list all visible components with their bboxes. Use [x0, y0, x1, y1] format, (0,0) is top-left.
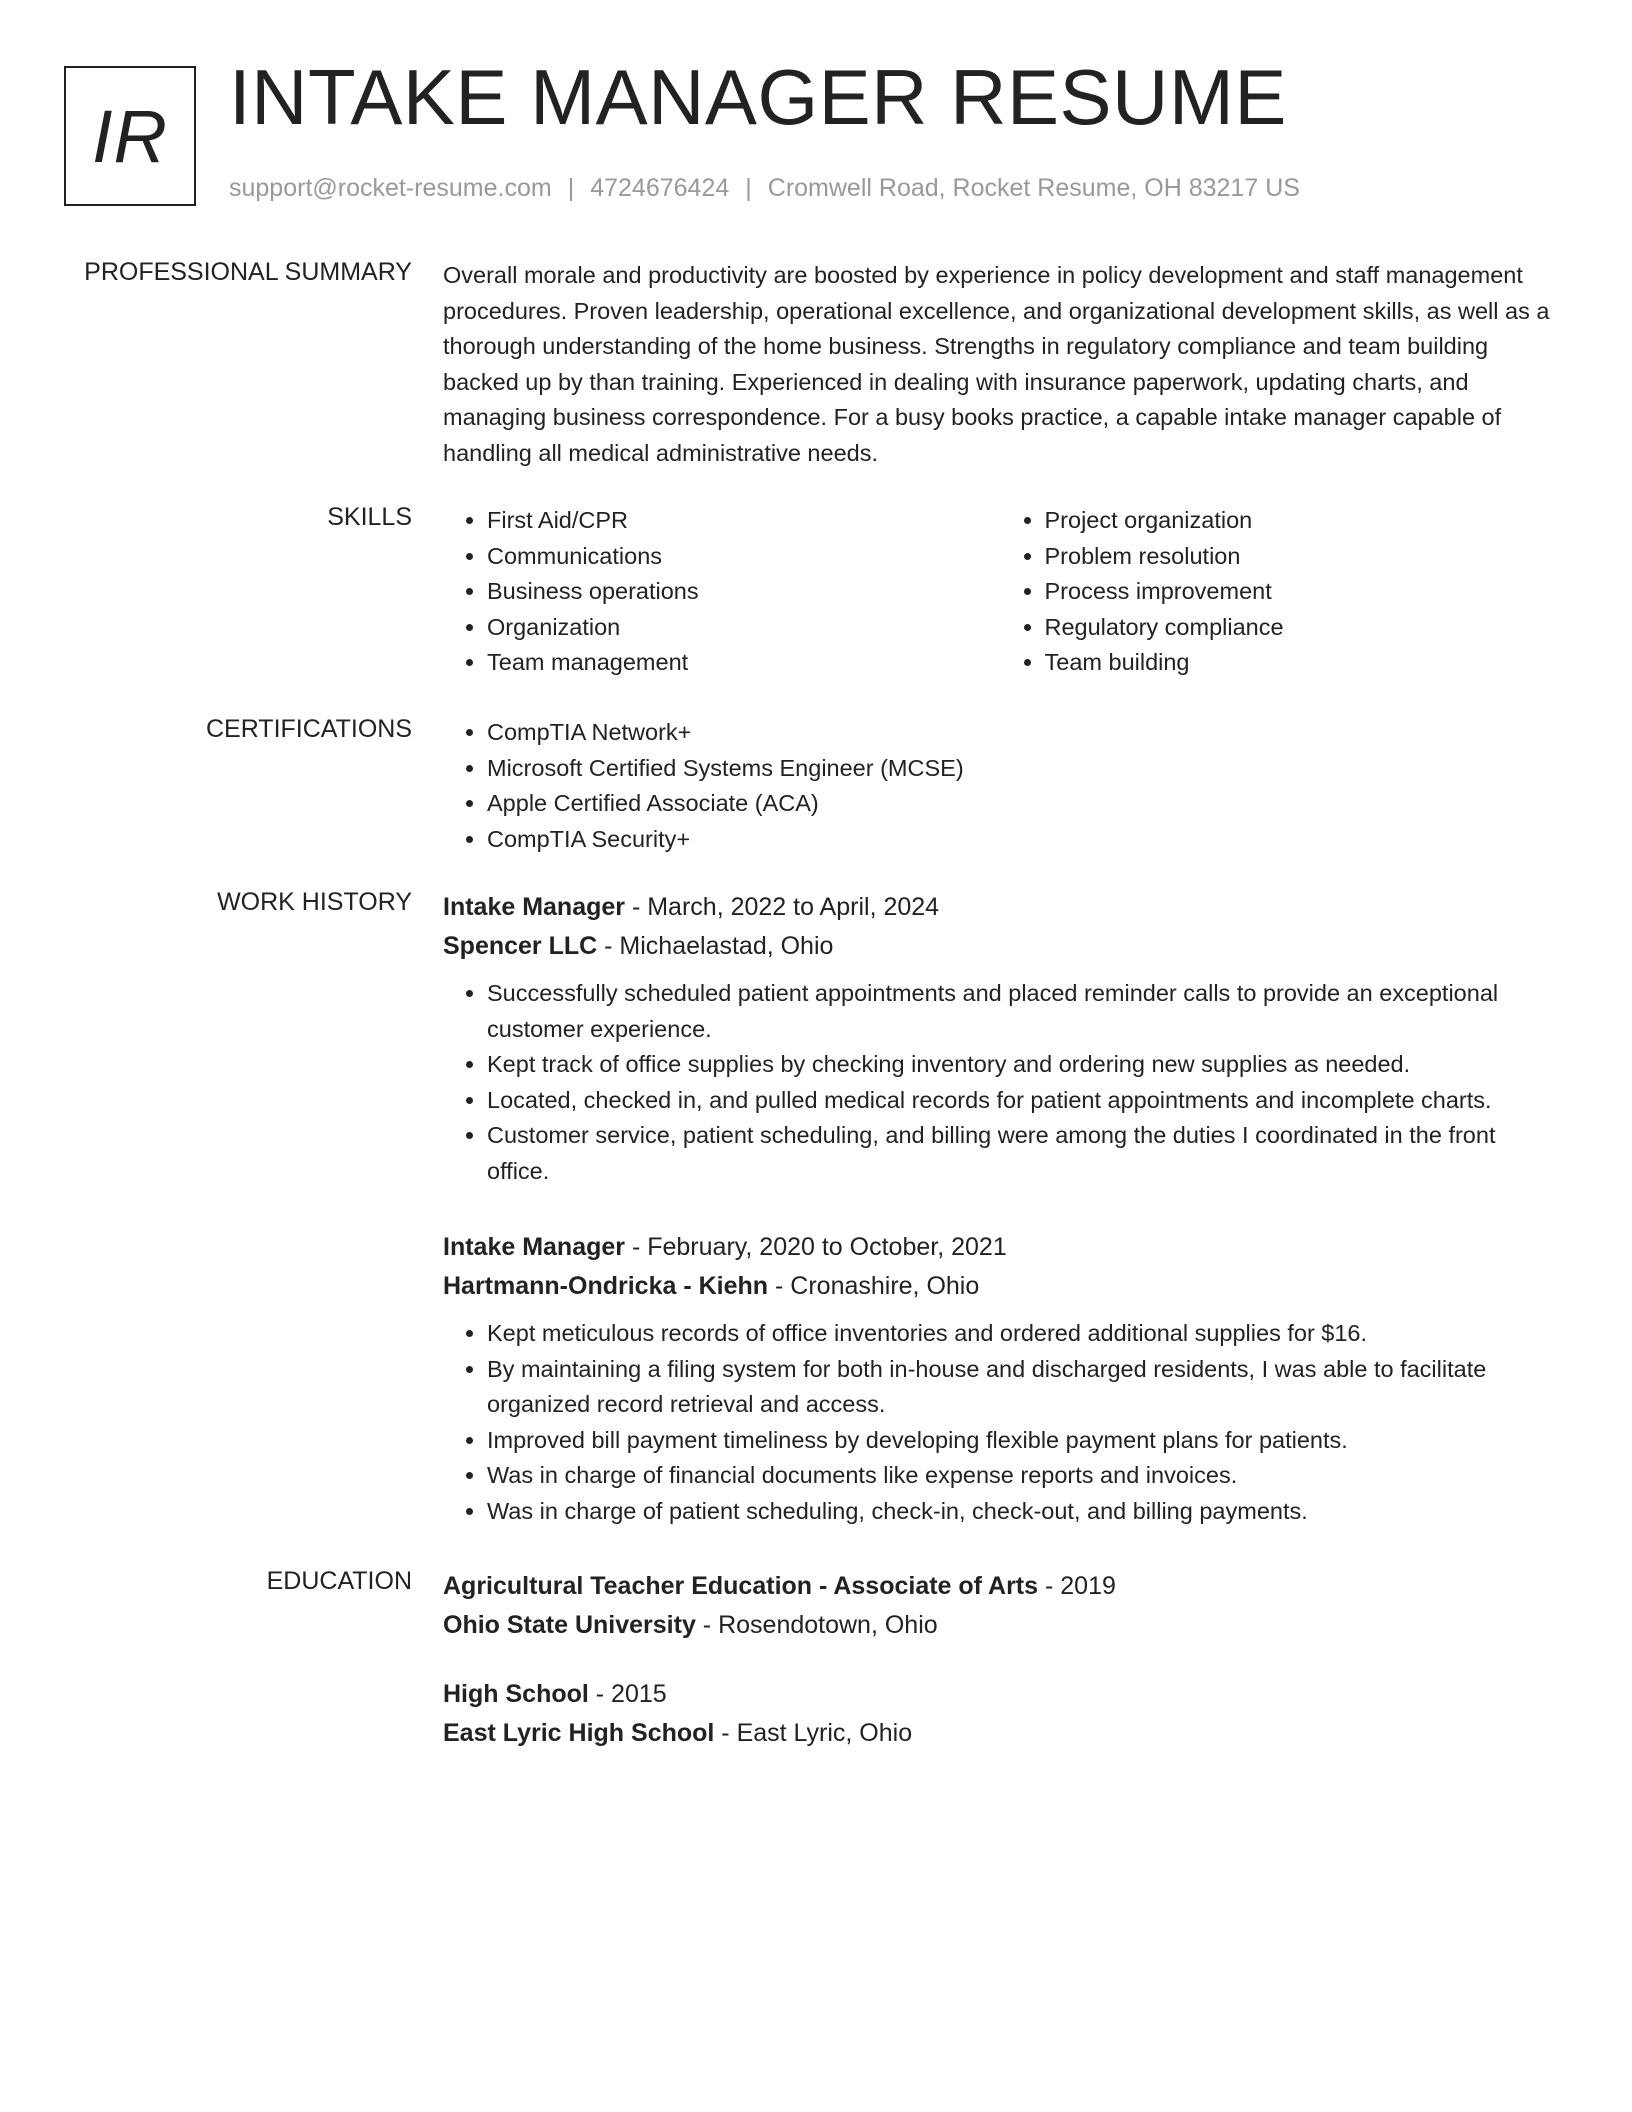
education-year: - 2019	[1038, 1572, 1116, 1600]
section-label-summary: PROFESSIONAL SUMMARY	[84, 258, 412, 286]
work-history-body	[443, 888, 1558, 1529]
contact-separator: |	[567, 174, 575, 202]
job-dates: - February, 2020 to October, 2021	[625, 1233, 1007, 1261]
job-company-line	[443, 1267, 1558, 1306]
job-bullet: • Customer service, patient scheduling, and billing were among the duties I coordinated in the front office.	[487, 1118, 1558, 1189]
contact-separator: |	[745, 174, 752, 202]
summary-text: Overall morale and productivity are boosted by experience in policy development and staff management procedures. Proven leadership, operational excellence, and organizational development skills, as well as a thorough understanding of the home business. Strengths in regulatory compliance and team building backed up by than training. Experienced in dealing with insurance paperwork, updating charts, and managing business correspondence. For a busy books practice, a capable intake manager capable of handling all medical administrative needs.	[443, 262, 1550, 466]
education-degree: Agricultural Teacher Education - Associate of Arts	[443, 1572, 1039, 1600]
job-company-line	[443, 927, 1558, 966]
job-bullets	[443, 976, 1558, 1189]
education-school-line	[443, 1714, 1558, 1753]
education-school-line	[443, 1606, 1558, 1645]
section-label-certifications: CERTIFICATIONS	[205, 715, 412, 743]
education-body	[443, 1567, 1558, 1753]
section-label-education: EDUCATION	[266, 1567, 412, 1595]
job-location: - Cronashire, Ohio	[768, 1272, 980, 1300]
skill-item: • Organization	[487, 610, 1001, 646]
contact-line	[229, 174, 1300, 203]
job-bullet: • Successfully scheduled patient appointments and placed reminder calls to provide an exceptional customer experience.	[487, 976, 1558, 1047]
job-title: Intake Manager	[443, 893, 626, 921]
section-label-work-history: WORK HISTORY	[217, 888, 412, 916]
job-company: Hartmann-Ondricka - Kiehn	[443, 1272, 769, 1300]
job-dates: - March, 2022 to April, 2024	[625, 893, 940, 921]
certifications-body	[443, 715, 1558, 857]
job-bullet: • Was in charge of patient scheduling, check-in, check-out, and billing payments.	[487, 1494, 1558, 1530]
education-entry	[443, 1675, 1558, 1753]
job-bullet: • Located, checked in, and pulled medical records for patient appointments and incomplete charts.	[487, 1083, 1558, 1119]
skill-item: • Project organization	[1045, 503, 1559, 539]
job-bullet: • Was in charge of financial documents like expense reports and invoices.	[487, 1458, 1558, 1494]
certification-item: • CompTIA Security+	[487, 822, 1558, 858]
job-bullet: • Kept track of office supplies by checking inventory and ordering new supplies as needed.	[487, 1047, 1558, 1083]
job-bullet: • Kept meticulous records of office inventories and ordered additional supplies for $16.	[487, 1316, 1558, 1352]
certification-item: • Microsoft Certified Systems Engineer (MCSE)	[487, 751, 1558, 787]
education-degree-line	[443, 1675, 1558, 1714]
skill-item: • Process improvement	[1045, 574, 1559, 610]
skill-item: • Business operations	[487, 574, 1001, 610]
job-company: Spencer LLC	[443, 932, 598, 960]
job-title-line	[443, 1228, 1558, 1267]
certification-item: • CompTIA Network+	[487, 715, 1558, 751]
section-label-skills: SKILLS	[327, 503, 412, 531]
education-degree-line	[443, 1567, 1558, 1606]
education-school: East Lyric High School	[443, 1719, 715, 1747]
job-bullet: • Improved bill payment timeliness by developing flexible payment plans for patients.	[487, 1423, 1558, 1459]
resume-title: INTAKE MANAGER RESUME	[229, 53, 1287, 141]
skills-list-left	[443, 503, 1001, 681]
certifications-list	[443, 715, 1558, 857]
education-school: Ohio State University	[443, 1611, 696, 1639]
job-bullets	[443, 1316, 1558, 1529]
skills-list-right	[1001, 503, 1559, 681]
education-year: - 2015	[588, 1680, 667, 1708]
education-location: - East Lyric, Ohio	[714, 1719, 913, 1747]
skill-item: • Team management	[487, 645, 1001, 681]
skills-body	[443, 503, 1558, 681]
job-title: Intake Manager	[443, 1233, 626, 1261]
skill-item: • First Aid/CPR	[487, 503, 1001, 539]
job-title-line	[443, 888, 1558, 927]
job-entry	[443, 888, 1558, 1189]
skill-item: • Communications	[487, 539, 1001, 575]
contact-address: Cromwell Road, Rocket Resume, OH 83217 US	[767, 174, 1300, 202]
skill-item: • Team building	[1045, 645, 1559, 681]
job-bullet: • By maintaining a filing system for both in-house and discharged residents, I was able to facilitate organized record retrieval and access.	[487, 1352, 1558, 1423]
summary-body	[443, 258, 1558, 471]
job-entry	[443, 1228, 1558, 1529]
monogram-logo: IR	[64, 66, 196, 206]
education-entry	[443, 1567, 1558, 1645]
education-location: - Rosendotown, Ohio	[695, 1611, 938, 1639]
job-location: - Michaelastad, Ohio	[597, 932, 834, 960]
contact-phone[interactable]: 4724676424	[590, 174, 730, 202]
contact-email[interactable]: support@rocket-resume.com	[229, 174, 552, 202]
skill-item: • Regulatory compliance	[1045, 610, 1559, 646]
certification-item: • Apple Certified Associate (ACA)	[487, 786, 1558, 822]
skill-item: • Problem resolution	[1045, 539, 1559, 575]
education-degree: High School	[443, 1680, 589, 1708]
